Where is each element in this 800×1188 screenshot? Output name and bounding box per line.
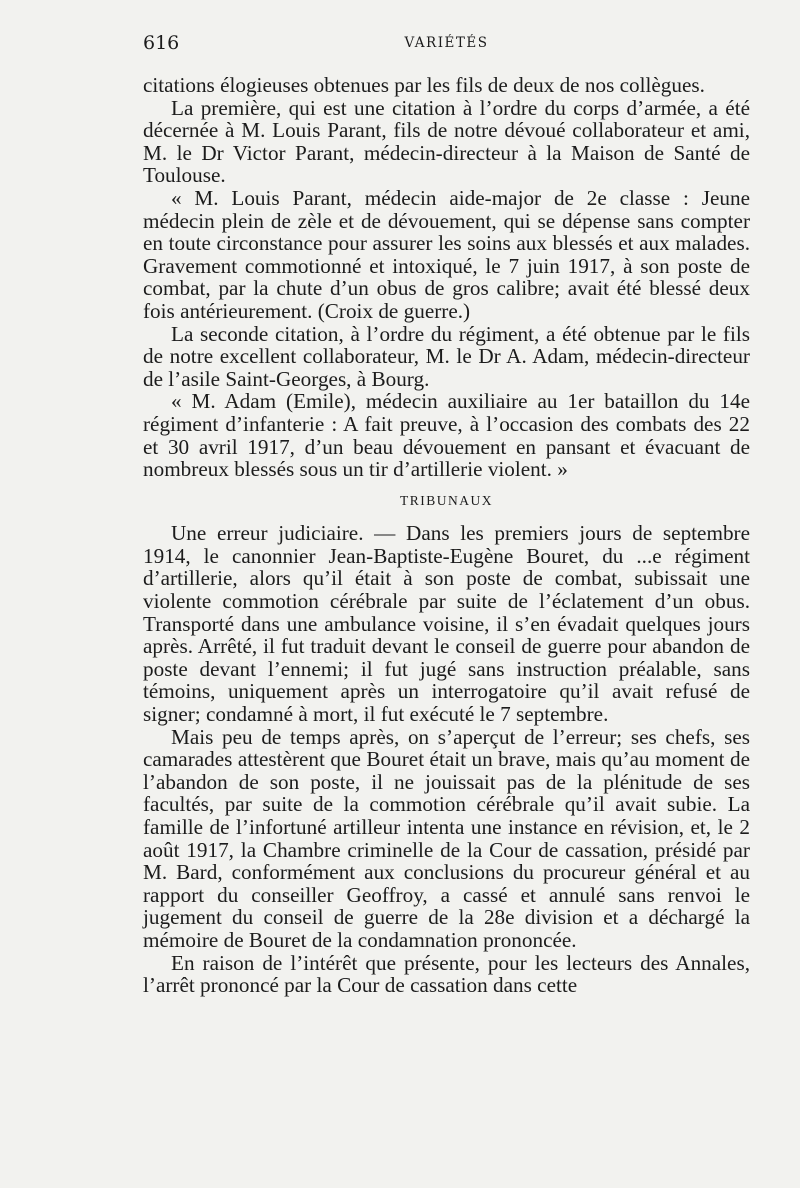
paragraph-revision: Mais peu de temps après, on s’aperçut de l’erreur; ses chefs, ses camarades attestèrent que Bouret était un brave, mais qu’au moment de l’abandon de son poste, il ne jouissait pas de la plénitude de ses facultés, par suite de la commotion cérébrale qu’il avait subie. La famille de l’infortuné artilleur intenta une instance en révision, et, le 2 août 1917, la Chambre criminelle de la Cour de cassation, présidé par M. Bard, conformément aux conclusions du procureur général et au rapport du conseiller Geoffroy, a cassé et annulé sans renvoi le jugement du conseil de guerre de la 28e division et a déchargé la mémoire de Bouret de la condamnation prononcée.: [143, 724, 750, 952]
paragraph-continuation: citations élogieuses obtenues par les fils de deux de nos collègues.: [143, 73, 705, 97]
running-title: VARIÉTÉS: [404, 35, 489, 51]
paragraph-first-citation-intro: La première, qui est une citation à l’ordre du corps d’armée, a été décernée à M. Louis Parant, fils de notre dévoué collaborateur et ami, M. le Dr Victor Parant, médecin-directeur à la Maison de Santé de Toulouse.: [143, 95, 750, 188]
paragraph-annales: En raison de l’intérêt que présente, pour les lecteurs des Annales, l’arrêt prononcé par la Cour de cassation dans cette: [143, 950, 750, 998]
paragraph-second-citation-intro: La seconde citation, à l’ordre du régiment, a été obtenue par le fils de notre excellent collaborateur, M. le Dr A. Adam, médecin-directeur de l’asile Saint-Georges, à Bourg.: [143, 321, 750, 391]
article-body: [143, 74, 750, 997]
running-head: [143, 32, 750, 62]
paragraph-judicial-error: Une erreur judiciaire. — Dans les premiers jours de septembre 1914, le canonnier Jean-Baptiste-Eugène Bouret, du ...e régiment d’artillerie, alors qu’il était à son poste de combat, subissait une violente commotion cérébrale par suite de l’éclatement d’un obus. Transporté dans une ambulance voisine, il s’en évadait quelques jours après. Arrêté, il fut traduit devant le conseil de guerre pour abandon de poste devant l’ennemi; il fut jugé sans instruction préalable, sans témoins, uniquement après un interrogatoire qu’il avait refusé de signer; condamné à mort, il fut exécuté le 7 septembre.: [143, 521, 750, 727]
paragraph-adam-citation: « M. Adam (Emile), médecin auxiliaire au 1er bataillon du 14e régiment d’infanterie : A fait preuve, à l’occasion des combats des 22 et 30 avril 1917, d’un beau dévouement en pansant et évacuant de nombreux blessés sous un tir d’artillerie violent. »: [143, 389, 750, 482]
section-heading-tribunaux: TRIBUNAUX: [400, 492, 493, 508]
page-number: 616: [143, 32, 180, 54]
paragraph-parant-citation: « M. Louis Parant, médecin aide-major de 2e classe : Jeune médecin plein de zèle et de dévouement, qui se dépense sans compter en toute circonstance pour assurer les soins aux blessés et aux malades. Gravement commotionné et intoxiqué, le 7 juin 1917, à son poste de combat, par la chute d’un obus de gros calibre; avait été blessé deux fois antérieurement. (Croix de guerre.): [143, 185, 750, 323]
